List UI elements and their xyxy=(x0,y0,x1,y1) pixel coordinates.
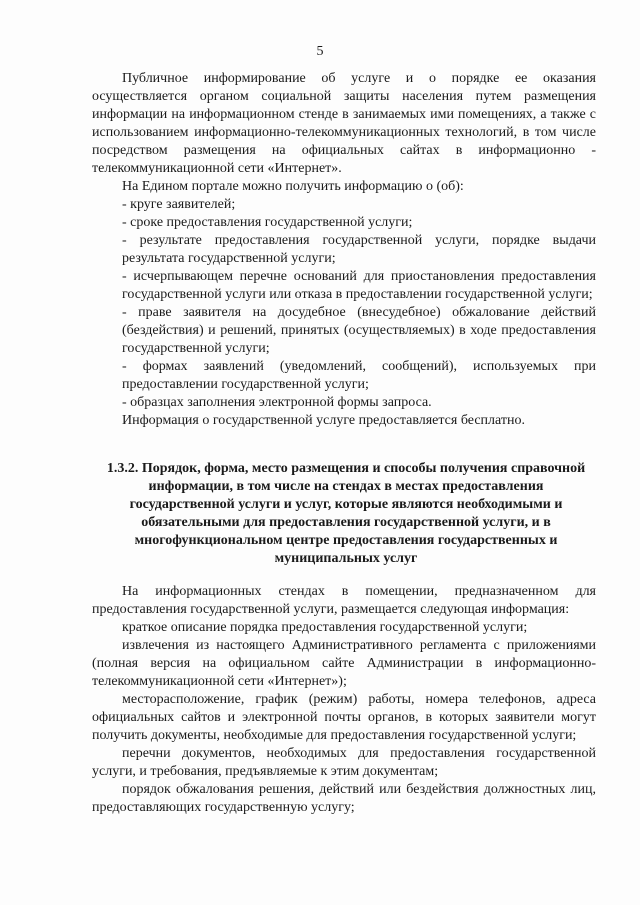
stands-item: извлечения из настоящего Административного регламента с приложениями (полная версия на официальном сайте Администрации в информационно-телекоммуникационной сети «Интернет»); xyxy=(92,638,596,689)
section-heading: 1.3.2. Порядок, форма, место размещения и способы получения справочной информации, в том числе на стендах в местах предоставления государственной услуги и услуг, которые являются необходимыми и обязательными для предоставления государственной услуги, и в многофункциональном центре предоставления государственных и муниципальных услуг xyxy=(106,461,586,566)
portal-item: - праве заявителя на досудебное (внесудебное) обжалование действий (бездействия) и решений, принятых (осуществляемых) в ходе предоставления государственной услуги; xyxy=(122,305,596,356)
stands-item: месторасположение, график (режим) работы, номера телефонов, адреса официальных сайтов и электронной почты органов, в которых заявители могут получить документы, необходимые для предоставления государственной услуги; xyxy=(92,692,596,743)
portal-item: - формах заявлений (уведомлений, сообщений), используемых при предоставлении государственной услуги; xyxy=(122,359,596,392)
stands-section xyxy=(92,583,596,817)
stands-item: перечни документов, необходимых для предоставления государственной услуги, и требования, предъявляемые к этим документам; xyxy=(92,746,596,779)
portal-item: - результате предоставления государственной услуги, порядке выдачи результата государственной услуги; xyxy=(122,233,596,266)
stands-item: краткое описание порядка предоставления государственной услуги; xyxy=(122,620,528,635)
stands-intro: На информационных стендах в помещении, предназначенном для предоставления государственной услуги, размещается следующая информация: xyxy=(92,584,596,617)
portal-item: - сроке предоставления государственной услуги; xyxy=(122,215,413,230)
free-info-paragraph: Информация о государственной услуге предоставляется бесплатно. xyxy=(122,413,525,428)
informing-section xyxy=(92,70,596,430)
portal-item: - круге заявителей; xyxy=(122,197,236,212)
portal-intro: На Едином портале можно получить информацию о (об): xyxy=(122,179,464,194)
page-number: 5 xyxy=(316,44,324,59)
stands-item: порядок обжалования решения, действий или бездействия должностных лиц, предоставляющих государственную услугу; xyxy=(92,782,596,815)
intro-paragraph: Публичное информирование об услуге и о порядке ее оказания осуществляется органом социальной защиты населения путем размещения информации на информационном стенде в занимаемых ими помещениях, а также с использованием информационно-телекоммуникационных технологий, в том числе посредством размещения на официальных сайтах в информационно - телекоммуникационной сети «Интернет». xyxy=(92,71,596,176)
portal-item: - образцах заполнения электронной формы запроса. xyxy=(122,395,432,410)
portal-item: - исчерпывающем перечне оснований для приостановления предоставления государственной услуги или отказа в предоставлении государственной услуги; xyxy=(122,269,596,302)
